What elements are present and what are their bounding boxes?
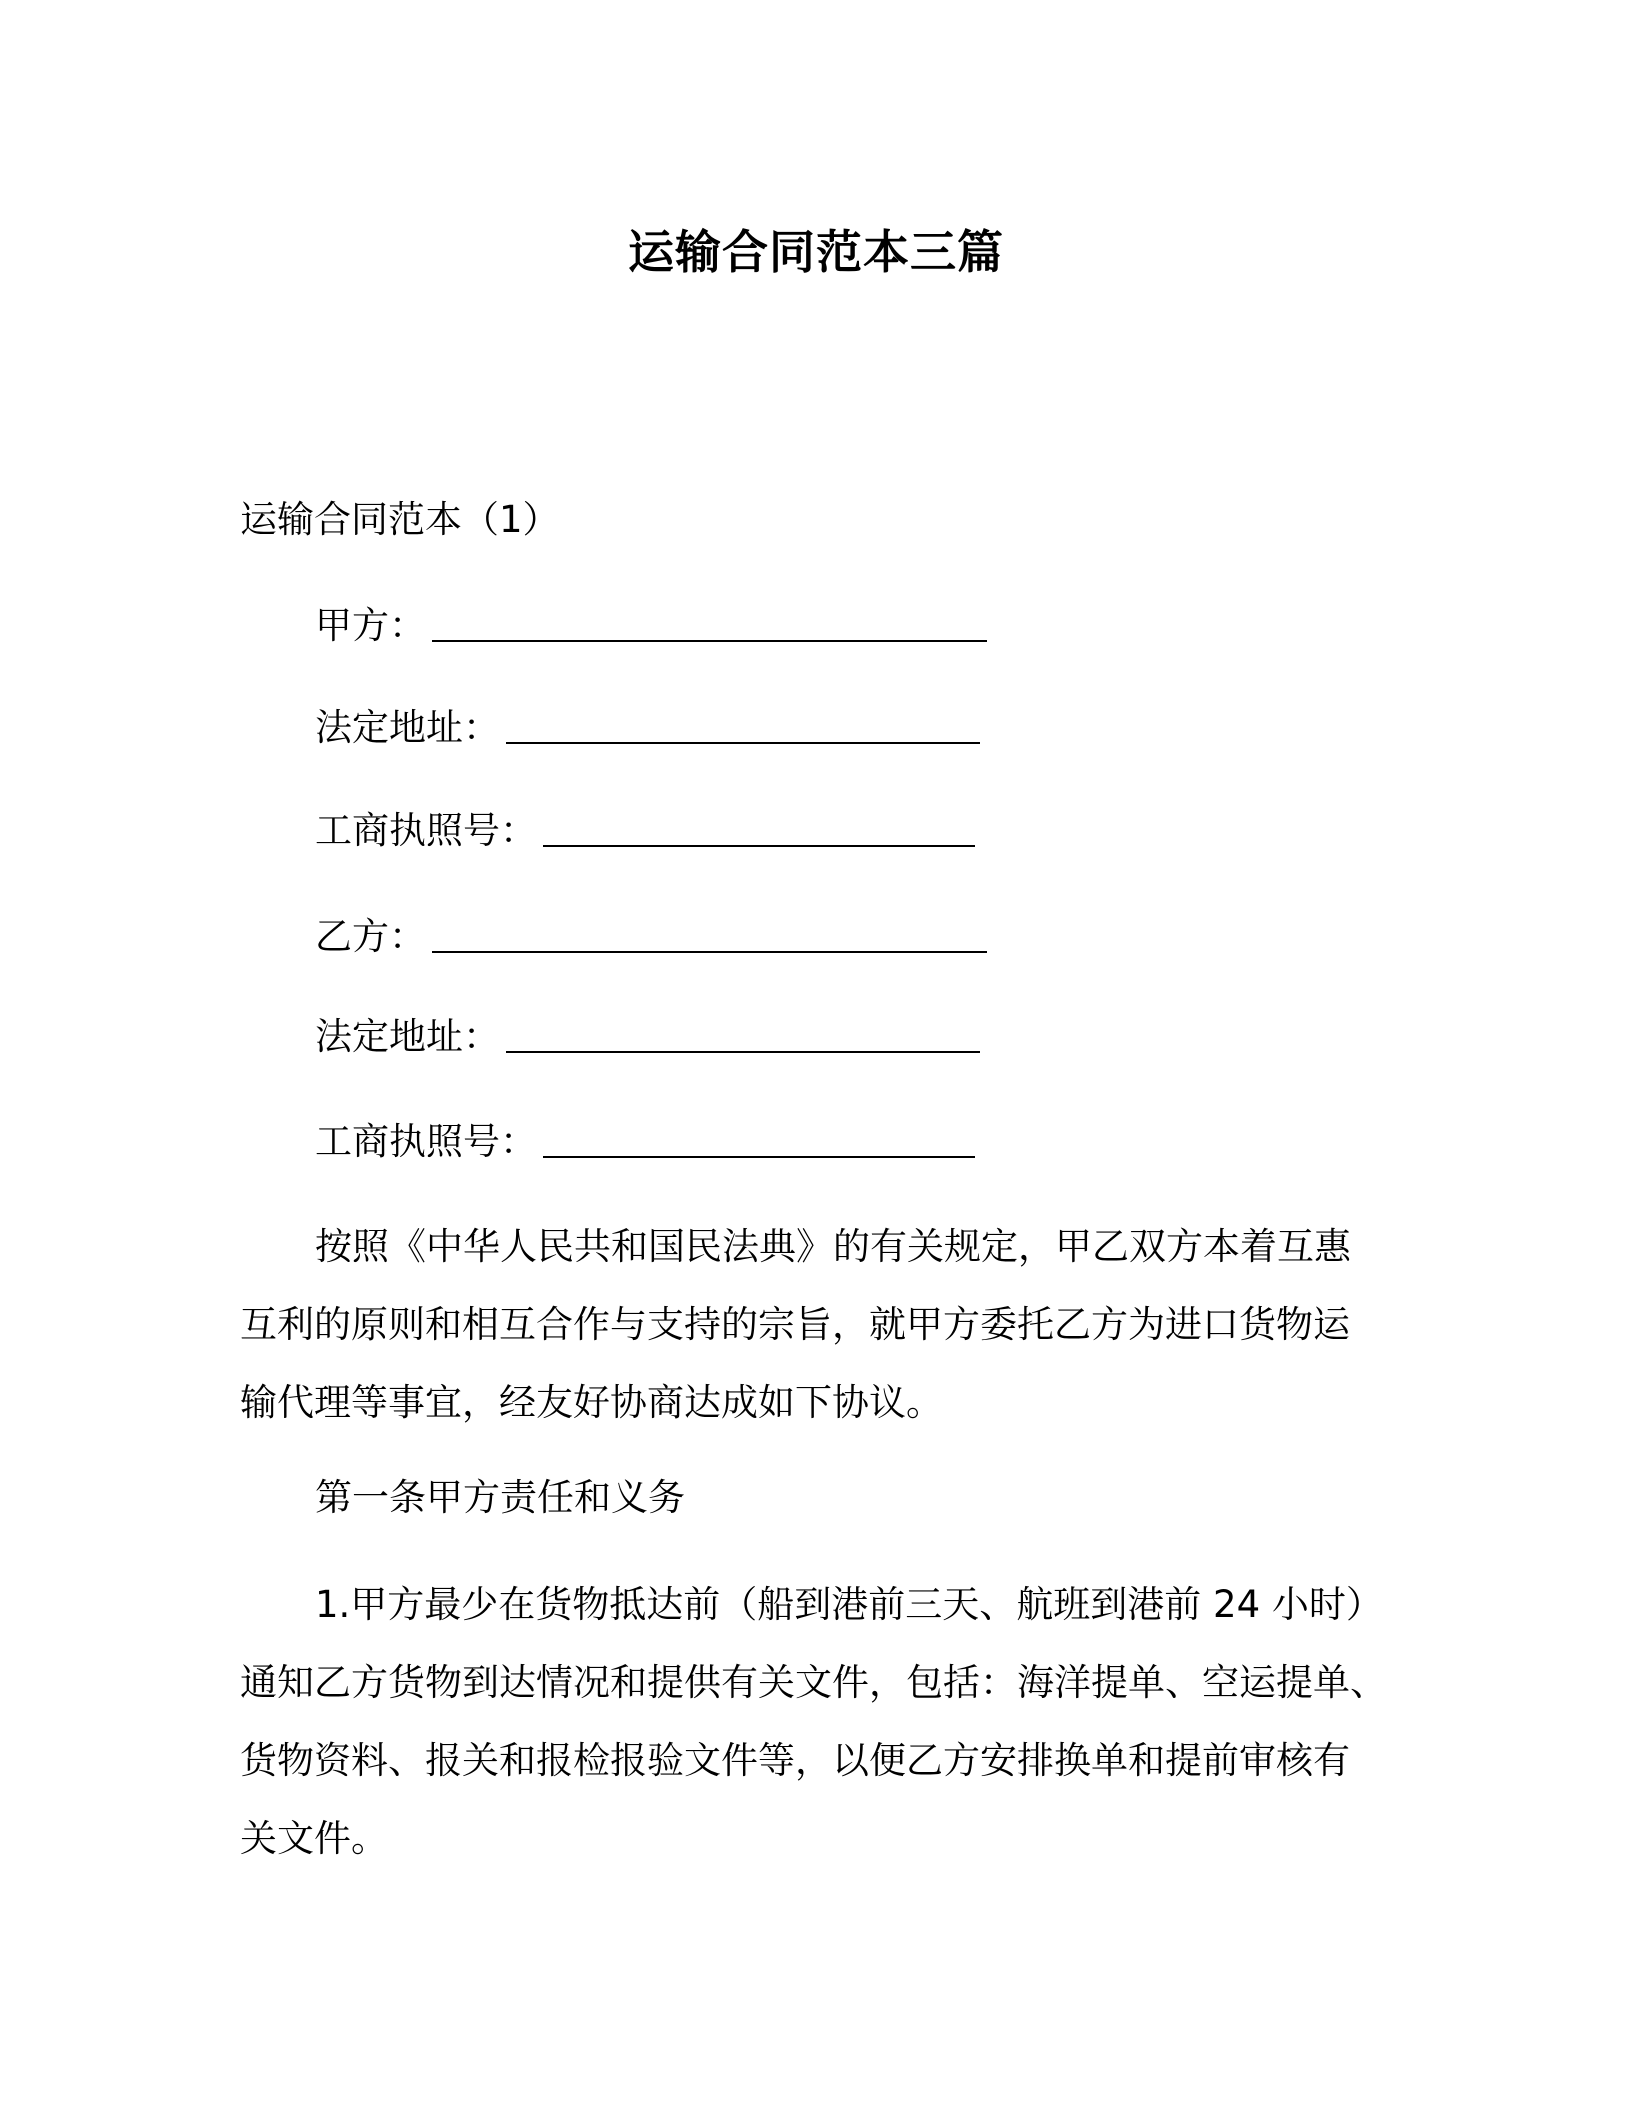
- party-a-license-label: 工商执照号：: [315, 809, 537, 852]
- clause-line: 1.甲方最少在货物抵达前（船到港前三天、航班到港前 24 小时）: [315, 1583, 1383, 1626]
- party-a-address-blank: [506, 708, 980, 744]
- clause-line: 货物资料、报关和报检报验文件等，以便乙方安排换单和提前审核有: [240, 1739, 1350, 1782]
- clause-line: 通知乙方货物到达情况和提供有关文件，包括：海洋提单、空运提单、: [240, 1661, 1387, 1704]
- party-b-name-field: [315, 912, 987, 962]
- party-a-name-label: 甲方：: [315, 604, 426, 647]
- clause-line: 关文件。: [240, 1817, 388, 1860]
- party-b-address-blank: [506, 1017, 980, 1053]
- article-heading: 第一条甲方责任和义务: [315, 1476, 685, 1519]
- party-b-license-blank: [543, 1122, 975, 1158]
- party-a-name-blank: [432, 606, 987, 642]
- party-b-name-label: 乙方：: [315, 915, 426, 958]
- party-b-address-field: [315, 1012, 980, 1062]
- party-b-license-label: 工商执照号：: [315, 1120, 537, 1163]
- intro-line: 按照《中华人民共和国民法典》的有关规定，甲乙双方本着互惠: [315, 1225, 1351, 1268]
- party-a-license-blank: [543, 811, 975, 847]
- party-a-address-field: [315, 703, 980, 753]
- intro-line: 输代理等事宜，经友好协商达成如下协议。: [240, 1381, 943, 1424]
- party-b-address-label: 法定地址：: [315, 1015, 500, 1058]
- party-b-name-blank: [432, 917, 987, 953]
- party-a-name-field: [315, 601, 987, 651]
- party-a-license-field: [315, 806, 975, 856]
- party-b-license-field: [315, 1117, 975, 1167]
- intro-line: 互利的原则和相互合作与支持的宗旨，就甲方委托乙方为进口货物运: [240, 1303, 1350, 1346]
- party-a-address-label: 法定地址：: [315, 706, 500, 749]
- document-title: 运输合同范本三篇: [628, 225, 1004, 279]
- section-title: 运输合同范本（1）: [240, 498, 560, 541]
